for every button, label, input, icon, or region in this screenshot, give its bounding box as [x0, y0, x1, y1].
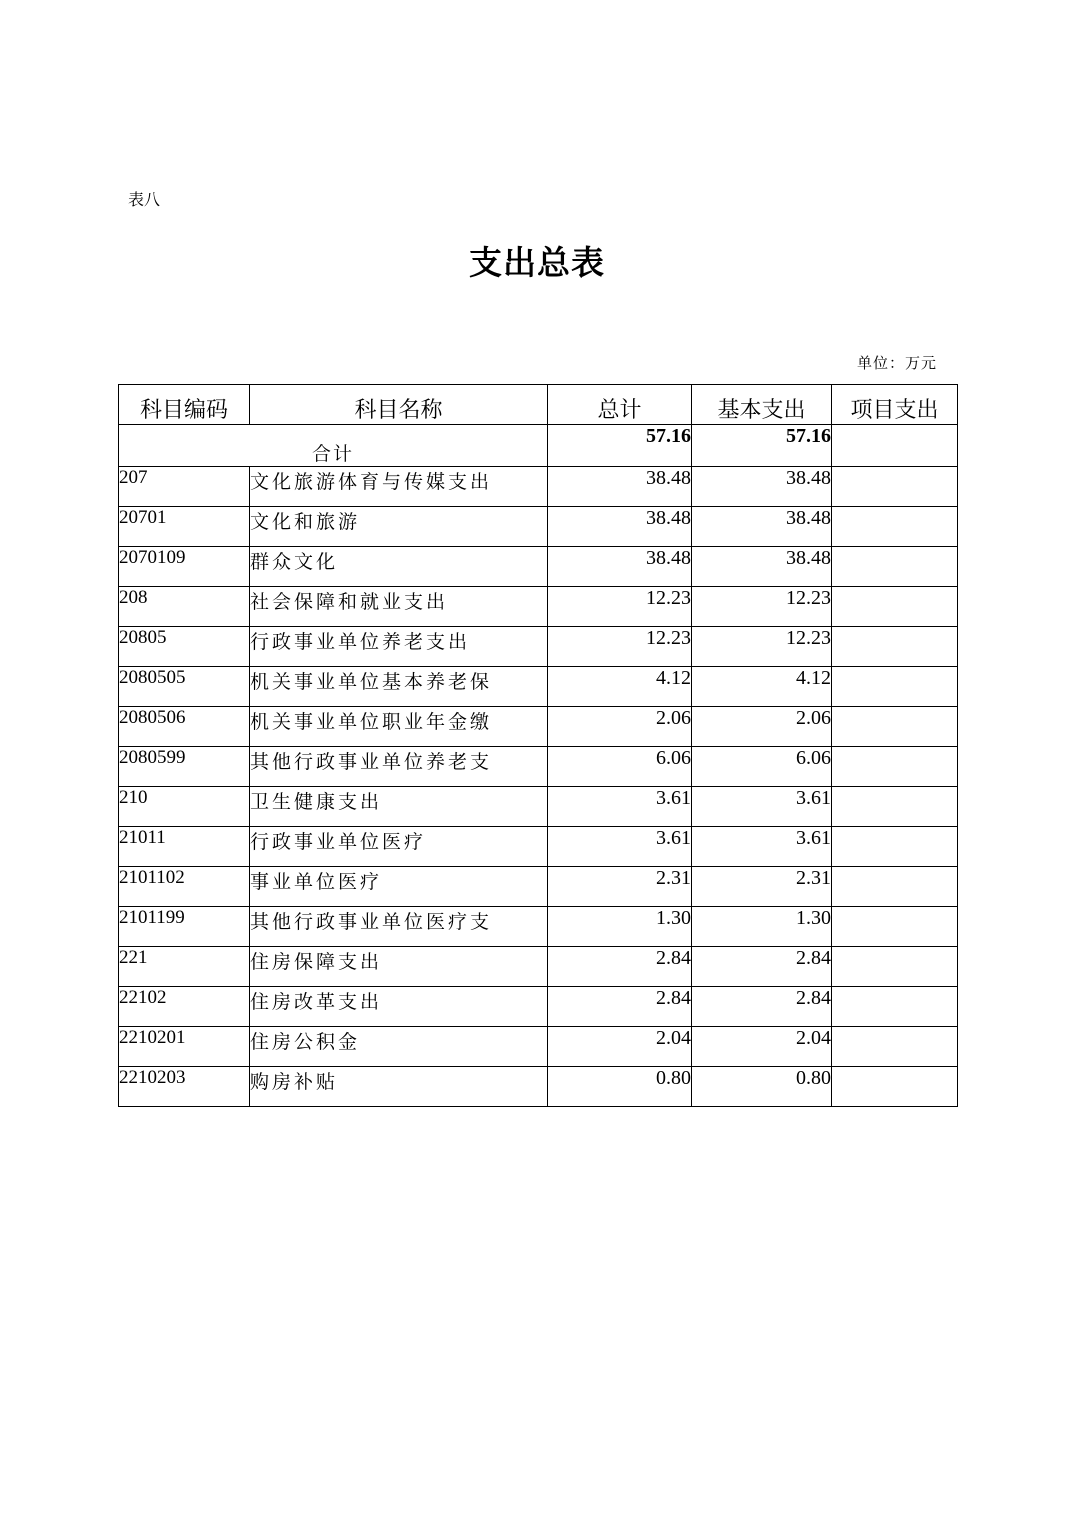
table-row: [119, 467, 958, 507]
row-name: 行政事业单位医疗: [250, 827, 548, 867]
row-total: 12.23: [548, 587, 692, 627]
row-basic: 2.06: [692, 707, 832, 747]
row-name: 文化旅游体育与传媒支出: [250, 467, 548, 507]
row-basic: 6.06: [692, 747, 832, 787]
row-code: 20805: [119, 627, 250, 667]
row-total: 2.04: [548, 1027, 692, 1067]
header-project: 项目支出: [832, 385, 958, 425]
row-basic: 1.30: [692, 907, 832, 947]
table-row: [119, 947, 958, 987]
row-code: 2101199: [119, 907, 250, 947]
row-project: [832, 587, 958, 627]
table-row: [119, 1067, 958, 1107]
row-code: 2210203: [119, 1067, 250, 1107]
table-row: [119, 547, 958, 587]
header-total: 总计: [548, 385, 692, 425]
row-total: 2.84: [548, 987, 692, 1027]
row-name: 其他行政事业单位医疗支: [250, 907, 548, 947]
row-code: 22102: [119, 987, 250, 1027]
row-code: 221: [119, 947, 250, 987]
row-code: 210: [119, 787, 250, 827]
row-project: [832, 1027, 958, 1067]
row-project: [832, 987, 958, 1027]
row-basic: 2.31: [692, 867, 832, 907]
row-code: 208: [119, 587, 250, 627]
page-title: 支出总表: [469, 243, 605, 282]
row-project: [832, 827, 958, 867]
row-total: 12.23: [548, 627, 692, 667]
header-name: 科目名称: [250, 385, 548, 425]
row-name: 住房改革支出: [250, 987, 548, 1027]
row-project: [832, 507, 958, 547]
table-row: [119, 867, 958, 907]
table-row: [119, 627, 958, 667]
row-total: 4.12: [548, 667, 692, 707]
row-basic: 12.23: [692, 587, 832, 627]
row-name: 事业单位医疗: [250, 867, 548, 907]
row-name: 机关事业单位基本养老保: [250, 667, 548, 707]
row-basic: 38.48: [692, 467, 832, 507]
row-project: [832, 547, 958, 587]
table-row: [119, 667, 958, 707]
row-total: 3.61: [548, 827, 692, 867]
row-code: 207: [119, 467, 250, 507]
row-code: 2080506: [119, 707, 250, 747]
row-code: 2101102: [119, 867, 250, 907]
row-basic: 2.04: [692, 1027, 832, 1067]
table-row: [119, 707, 958, 747]
row-total: 1.30: [548, 907, 692, 947]
table-row: [119, 747, 958, 787]
row-code: 2210201: [119, 1027, 250, 1067]
row-code: 20701: [119, 507, 250, 547]
header-code: 科目编码: [119, 385, 250, 425]
row-code: 2080505: [119, 667, 250, 707]
row-project: [832, 667, 958, 707]
row-project: [832, 707, 958, 747]
header-basic: 基本支出: [692, 385, 832, 425]
row-code: 2080599: [119, 747, 250, 787]
row-project: [832, 867, 958, 907]
row-name: 其他行政事业单位养老支: [250, 747, 548, 787]
total-row: [119, 425, 958, 467]
row-total: 2.84: [548, 947, 692, 987]
expenditure-table: [118, 384, 958, 1107]
row-name: 住房公积金: [250, 1027, 548, 1067]
table-row: [119, 587, 958, 627]
row-basic: 3.61: [692, 787, 832, 827]
table-row: [119, 987, 958, 1027]
unit-label: 单位：万元: [857, 354, 938, 372]
row-project: [832, 947, 958, 987]
row-basic: 4.12: [692, 667, 832, 707]
row-total: 0.80: [548, 1067, 692, 1107]
row-project: [832, 747, 958, 787]
total-project: [832, 425, 958, 467]
row-name: 群众文化: [250, 547, 548, 587]
row-project: [832, 1067, 958, 1107]
row-project: [832, 787, 958, 827]
table-row: [119, 507, 958, 547]
row-code: 21011: [119, 827, 250, 867]
row-project: [832, 467, 958, 507]
table-label: 表八: [128, 190, 161, 209]
row-basic: 12.23: [692, 627, 832, 667]
total-label: 合计: [119, 425, 548, 467]
row-basic: 0.80: [692, 1067, 832, 1107]
row-basic: 2.84: [692, 987, 832, 1027]
row-project: [832, 627, 958, 667]
row-total: 38.48: [548, 507, 692, 547]
row-name: 文化和旅游: [250, 507, 548, 547]
row-total: 38.48: [548, 467, 692, 507]
row-total: 3.61: [548, 787, 692, 827]
row-basic: 38.48: [692, 507, 832, 547]
header-row: [119, 385, 958, 425]
row-basic: 3.61: [692, 827, 832, 867]
row-name: 卫生健康支出: [250, 787, 548, 827]
row-total: 6.06: [548, 747, 692, 787]
row-code: 2070109: [119, 547, 250, 587]
table-row: [119, 907, 958, 947]
row-name: 社会保障和就业支出: [250, 587, 548, 627]
row-project: [832, 907, 958, 947]
row-basic: 2.84: [692, 947, 832, 987]
row-name: 住房保障支出: [250, 947, 548, 987]
table-row: [119, 827, 958, 867]
row-name: 购房补贴: [250, 1067, 548, 1107]
row-total: 2.06: [548, 707, 692, 747]
row-total: 38.48: [548, 547, 692, 587]
row-name: 行政事业单位养老支出: [250, 627, 548, 667]
row-name: 机关事业单位职业年金缴: [250, 707, 548, 747]
table-row: [119, 787, 958, 827]
table-row: [119, 1027, 958, 1067]
row-total: 2.31: [548, 867, 692, 907]
total-basic: 57.16: [692, 425, 832, 467]
row-basic: 38.48: [692, 547, 832, 587]
total-total: 57.16: [548, 425, 692, 467]
